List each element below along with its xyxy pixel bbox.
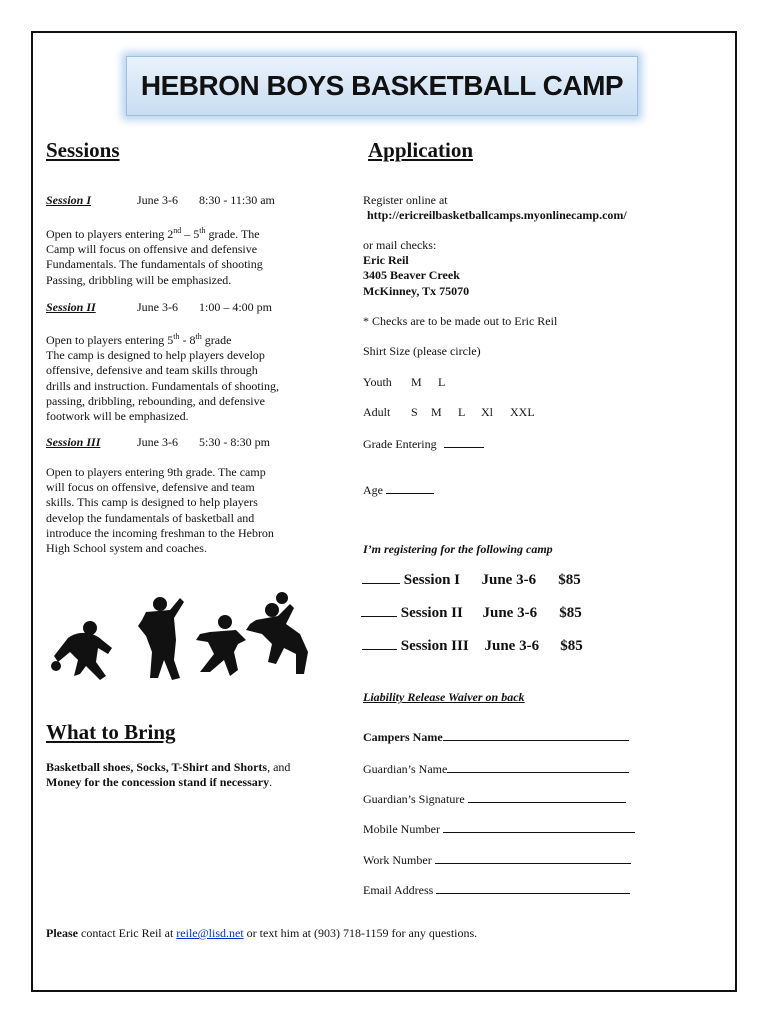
session-1-time: 8:30 - 11:30 am [199,193,275,207]
session-2-dates: June 3-6 [137,300,178,314]
contact-email-link[interactable]: reile@lisd.net [176,926,244,940]
session-2-name: Session II [46,300,96,314]
mail-address-city: McKinney, Tx 75070 [363,284,470,298]
session-1-dates: June 3-6 [137,193,178,207]
checks-note: * Checks are to be made out to Eric Reil [363,314,558,328]
registration-url[interactable]: http://ericreilbasketballcamps.myonlinecamp.com/ [367,208,627,222]
session-2-time: 1:00 – 4:00 pm [199,300,273,314]
adult-size-m[interactable]: M [431,405,442,419]
adult-label: Adult [363,405,391,419]
youth-size-m[interactable]: M [411,375,422,389]
shirt-size-label: Shirt Size (please circle) [363,344,481,358]
age-field[interactable]: Age [363,481,434,498]
register-online-label: Register online at [363,193,448,207]
what-to-bring-list: Basketball shoes, Socks, T-Shirt and Shorts, and Money for the concession stand if necessary. [46,760,291,790]
youth-size-l[interactable]: L [438,375,446,389]
campers-name-field[interactable]: Campers Name [363,728,629,745]
session-2-description: Open to players entering 5th - 8th grade The camp is designed to help players develop offensive, defensive and team skills through drills and instruction. Fundamentals of shooting, passing, dribbling, rebounding, and defensive footwork will be emphasized. [46,332,279,424]
session-1-description: Open to players entering 2nd – 5th grade. The Camp will focus on offensive and defensive Fundamentals. The fundamentals of shooting Passing, dribbling will be emphasized. [46,226,263,287]
camp-option-session-2[interactable]: Session II June 3-6 $85 [361,604,582,622]
registering-label: I’m registering for the following camp [363,542,553,556]
page-title: HEBRON BOYS BASKETBALL CAMP [140,70,624,101]
adult-size-s[interactable]: S [411,405,418,419]
adult-size-xl[interactable]: Xl [481,405,493,419]
contact-footer: Please contact Eric Reil at reile@lisd.net or text him at (903) 718-1159 for any questions. [46,926,478,940]
adult-size-l[interactable]: L [458,405,466,419]
waiver-note: Liability Release Waiver on back [363,690,525,704]
camp-option-session-3[interactable]: Session III June 3-6 $85 [362,637,583,655]
title-banner [126,56,638,116]
work-number-field[interactable]: Work Number [363,851,631,868]
basketball-players-image [50,590,310,682]
session-1-name: Session I [46,193,92,207]
youth-label: Youth [363,375,392,389]
what-to-bring-heading: What to Bring [46,720,176,744]
mail-checks-label: or mail checks: [363,238,437,252]
mail-address-street: 3405 Beaver Creek [363,268,460,282]
session-3-time: 5:30 - 8:30 pm [199,435,270,449]
application-heading: Application [368,138,474,162]
sessions-heading: Sessions [46,138,120,162]
guardian-name-field[interactable]: Guardian’s Name [363,760,629,777]
session-3-name: Session III [46,435,101,449]
mobile-number-field[interactable]: Mobile Number [363,820,635,837]
session-3-dates: June 3-6 [137,435,178,449]
camp-option-session-1[interactable]: Session I June 3-6 $85 [362,571,581,589]
mail-address-name: Eric Reil [363,253,409,267]
grade-entering-field[interactable]: Grade Entering [363,435,484,452]
adult-size-xxl[interactable]: XXL [510,405,535,419]
email-address-field[interactable]: Email Address [363,881,630,898]
guardian-signature-field[interactable]: Guardian’s Signature [363,790,626,807]
session-3-description: Open to players entering 9th grade. The camp will focus on offensive, defensive and team skills. This camp is designed to help players develop the fundamentals of basketball and introduce the incoming freshman to the Hebron High School system and coaches. [46,465,274,556]
